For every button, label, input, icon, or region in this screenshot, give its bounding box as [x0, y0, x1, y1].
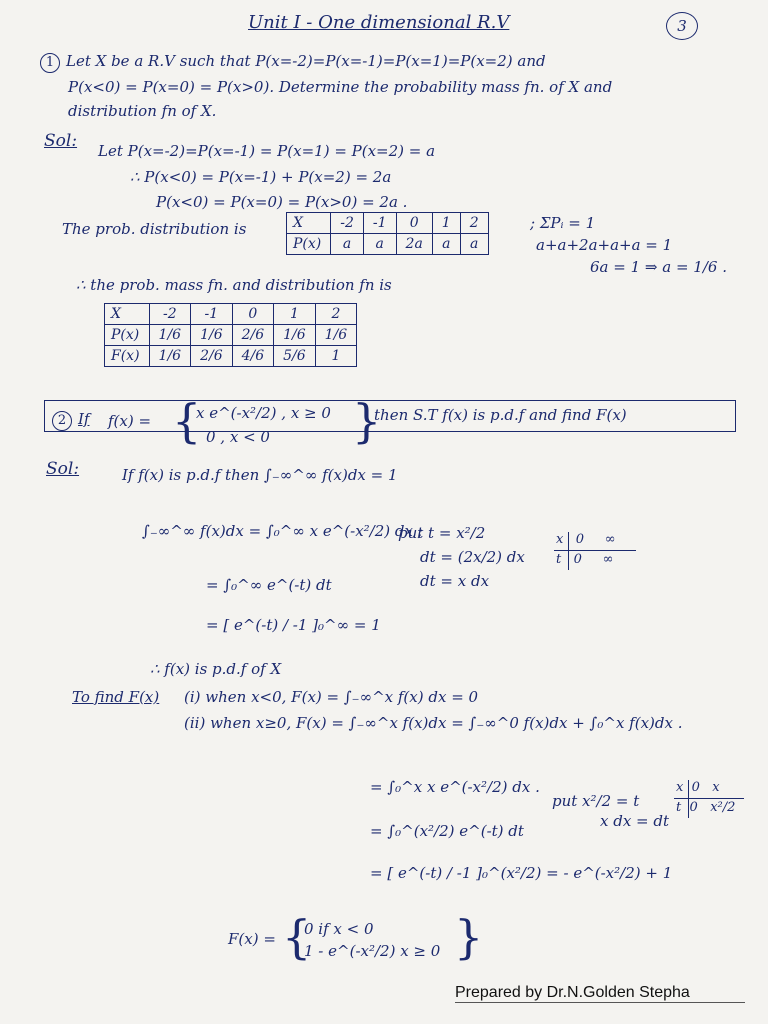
table-cell: -1	[191, 304, 233, 325]
table-cell: a	[460, 234, 488, 255]
q2-step2-3: = [ e^(-t) / -1 ]₀^(x²/2) = - e^(-x²/2) + 1	[370, 864, 673, 882]
table-cell: -2	[149, 304, 191, 325]
table-cell: 2a	[396, 234, 432, 255]
table-row	[105, 346, 357, 367]
q1-line-2: P(x<0) = P(x=0) = P(x>0). Determine the probability mass fn. of X and	[68, 78, 613, 96]
q2-number: 2	[52, 411, 72, 431]
table-row	[105, 304, 357, 325]
q2-subst2-table-t: t 0 x²/2	[676, 800, 736, 815]
left-brace: {	[172, 394, 202, 448]
q2-final-case-1: 0 if x < 0	[304, 920, 374, 938]
q1-sol-label: Sol:	[44, 131, 78, 151]
table-row	[105, 325, 357, 346]
q1-sol-line-1: Let P(x=-2)=P(x=-1) = P(x=1) = P(x=2) = a	[98, 142, 436, 160]
table-cell: -1	[363, 213, 396, 234]
final-left-brace: {	[282, 910, 312, 964]
q2-sol-line-1: If f(x) is p.d.f then ∫₋∞^∞ f(x)dx = 1	[122, 466, 398, 484]
q2-subst2-2: x dx = dt	[600, 812, 670, 830]
table-cell: 2/6	[232, 325, 274, 346]
q2-subst-table-x: x 0 ∞	[556, 532, 616, 547]
q1-mass-label: ∴ the prob. mass fn. and distribution fn is	[76, 276, 392, 294]
q2-step-1: ∫₋∞^∞ f(x)dx = ∫₀^∞ x e^(-x²/2) dx ;	[142, 522, 423, 540]
q2-then: then S.T f(x) is p.d.f and find F(x)	[374, 406, 627, 424]
q2-sol-label: Sol:	[46, 459, 80, 479]
table-cell: 1	[432, 213, 460, 234]
q2-subst2-table-x: x 0 x	[676, 780, 720, 795]
q1-line-1: 1 Let X be a R.V such that P(x=-2)=P(x=-1)=P(x=1)=P(x=2) and	[40, 52, 546, 73]
table-row	[287, 234, 489, 255]
table-cell: 1/6	[274, 325, 316, 346]
q1-sol-line-3: P(x<0) = P(x=0) = P(x>0) = 2a .	[156, 193, 408, 211]
q2-subst-3: dt = x dx	[420, 572, 490, 590]
footer-rule	[455, 1002, 745, 1003]
q2-case-i: (i) when x<0, F(x) = ∫₋∞^x f(x) dx = 0	[184, 688, 479, 706]
table-cell: 1/6	[191, 325, 233, 346]
q1-sum-line-1: ; ΣPᵢ = 1	[530, 214, 596, 232]
table-cell: 2	[460, 213, 488, 234]
q1-sum-line-2: a+a+2a+a+a = 1	[536, 236, 673, 254]
right-brace: }	[352, 394, 382, 448]
q2-case-ii: (ii) when x≥0, F(x) = ∫₋∞^x f(x)dx = ∫₋∞^0 f(x)dx + ∫₀^x f(x)dx .	[184, 714, 683, 732]
table-cell: X	[105, 304, 150, 325]
table-cell: 2	[315, 304, 357, 325]
page-number: 3	[666, 12, 698, 40]
table-cell: F(x)	[105, 346, 150, 367]
final-right-brace: }	[454, 910, 484, 964]
q2-step-2: = ∫₀^∞ e^(-t) dt	[206, 576, 332, 594]
table-cell: 1/6	[149, 346, 191, 367]
q2-step2-2: = ∫₀^(x²/2) e^(-t) dt	[370, 822, 524, 840]
q2-subst-table-t: t 0 ∞	[556, 552, 614, 567]
q2-step-3: = [ e^(-t) / -1 ]₀^∞ = 1	[206, 616, 381, 634]
table-cell: P(x)	[105, 325, 150, 346]
subst-table-rule	[568, 532, 569, 570]
q1-line-3: distribution fn of X.	[68, 102, 217, 120]
table-cell: 1	[315, 346, 357, 367]
table-cell: a	[331, 234, 364, 255]
table-cell: X	[287, 213, 331, 234]
q1-sum-line-3: 6a = 1 ⇒ a = 1/6 .	[590, 258, 727, 276]
q2-step2-1: = ∫₀^x x e^(-x²/2) dx .	[370, 778, 540, 796]
table-cell: 0	[232, 304, 274, 325]
q2-case-2: 0 , x < 0	[206, 428, 270, 446]
page-title: Unit I - One dimensional R.V	[248, 12, 510, 33]
table-cell: 0	[396, 213, 432, 234]
q1-number: 1	[40, 53, 60, 73]
q2-fx: f(x) =	[108, 412, 152, 430]
table-cell: 1/6	[149, 325, 191, 346]
table-cell: -2	[331, 213, 364, 234]
q2-conclude: ∴ f(x) is p.d.f of X	[150, 660, 282, 678]
subst-table-rule	[554, 550, 636, 551]
q2-final-case-2: 1 - e^(-x²/2) x ≥ 0	[304, 942, 441, 960]
table-cell: a	[432, 234, 460, 255]
table-cell: P(x)	[287, 234, 331, 255]
footer-credit: Prepared by Dr.N.Golden Stepha	[455, 984, 690, 1001]
table-cell: a	[363, 234, 396, 255]
q2-subst2-1: put x²/2 = t	[552, 792, 640, 810]
q2-subst-1: put t = x²/2	[398, 524, 486, 542]
table-cell: 1/6	[315, 325, 357, 346]
q1-dist-label: The prob. distribution is	[62, 220, 247, 238]
q2-final-label: F(x) =	[228, 930, 276, 948]
table-cell: 5/6	[274, 346, 316, 367]
q2-if: 2 If	[52, 410, 89, 431]
subst2-table-rule	[688, 780, 689, 818]
q1-distribution-table	[286, 212, 489, 255]
subst2-table-rule	[674, 798, 744, 799]
table-row	[287, 213, 489, 234]
table-cell: 2/6	[191, 346, 233, 367]
q1-mass-table	[104, 303, 357, 367]
q2-case-1: x e^(-x²/2) , x ≥ 0	[196, 404, 331, 422]
table-cell: 4/6	[232, 346, 274, 367]
q2-find-label: To find F(x)	[72, 688, 160, 706]
table-cell: 1	[274, 304, 316, 325]
q2-subst-2: dt = (2x/2) dx	[420, 548, 525, 566]
q1-sol-line-2: ∴ P(x<0) = P(x=-1) + P(x=2) = 2a	[130, 168, 392, 186]
